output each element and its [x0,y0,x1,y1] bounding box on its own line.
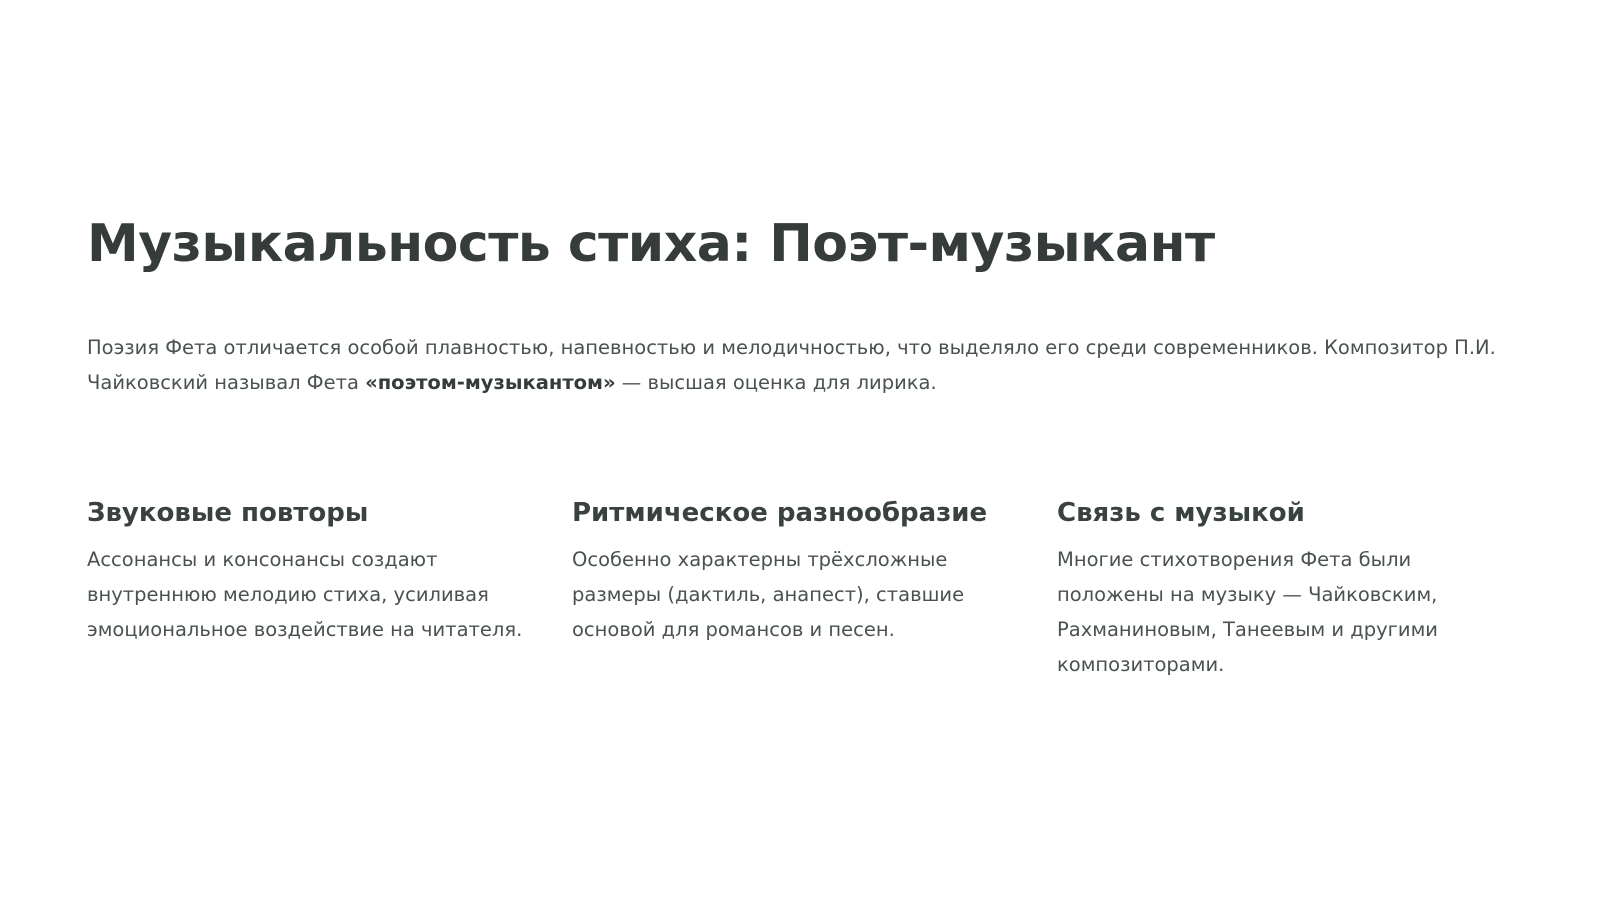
intro-paragraph [87,330,1517,400]
intro-text-after: — высшая оценка для лирика. [615,371,937,394]
feature-heading: Ритмическое разнообразие [572,498,988,528]
feature-heading: Звуковые повторы [87,498,369,528]
feature-text: Ассонансы и консонансы создают внутреннюю мелодию стиха, усиливая эмоциональное воздействие на читателя. [87,548,523,641]
feature-column-music-link [1057,498,1542,682]
feature-columns [87,498,1537,682]
feature-text: Особенно характерны трёхсложные размеры (дактиль, анапест), ставшие основой для романсов и песен. [572,548,965,641]
feature-text: Многие стихотворения Фета были положены на музыку — Чайковским, Рахманиновым, Танеевым и другими композиторами. [1057,548,1438,676]
intro-text-before: Поэзия Фета отличается особой плавностью, напевностью и мелодичностью, что выделяло его среди современников. Композитор П.И. Чайковский называл Фета [87,336,1496,394]
feature-column-rhythm [572,498,1057,682]
slide-title: Музыкальность стиха: Поэт-музыкант [87,214,1215,274]
feature-column-sound-repeats [87,498,572,682]
intro-emphasis: «поэтом-музыкантом» [365,371,616,394]
feature-heading: Связь с музыкой [1057,498,1305,528]
